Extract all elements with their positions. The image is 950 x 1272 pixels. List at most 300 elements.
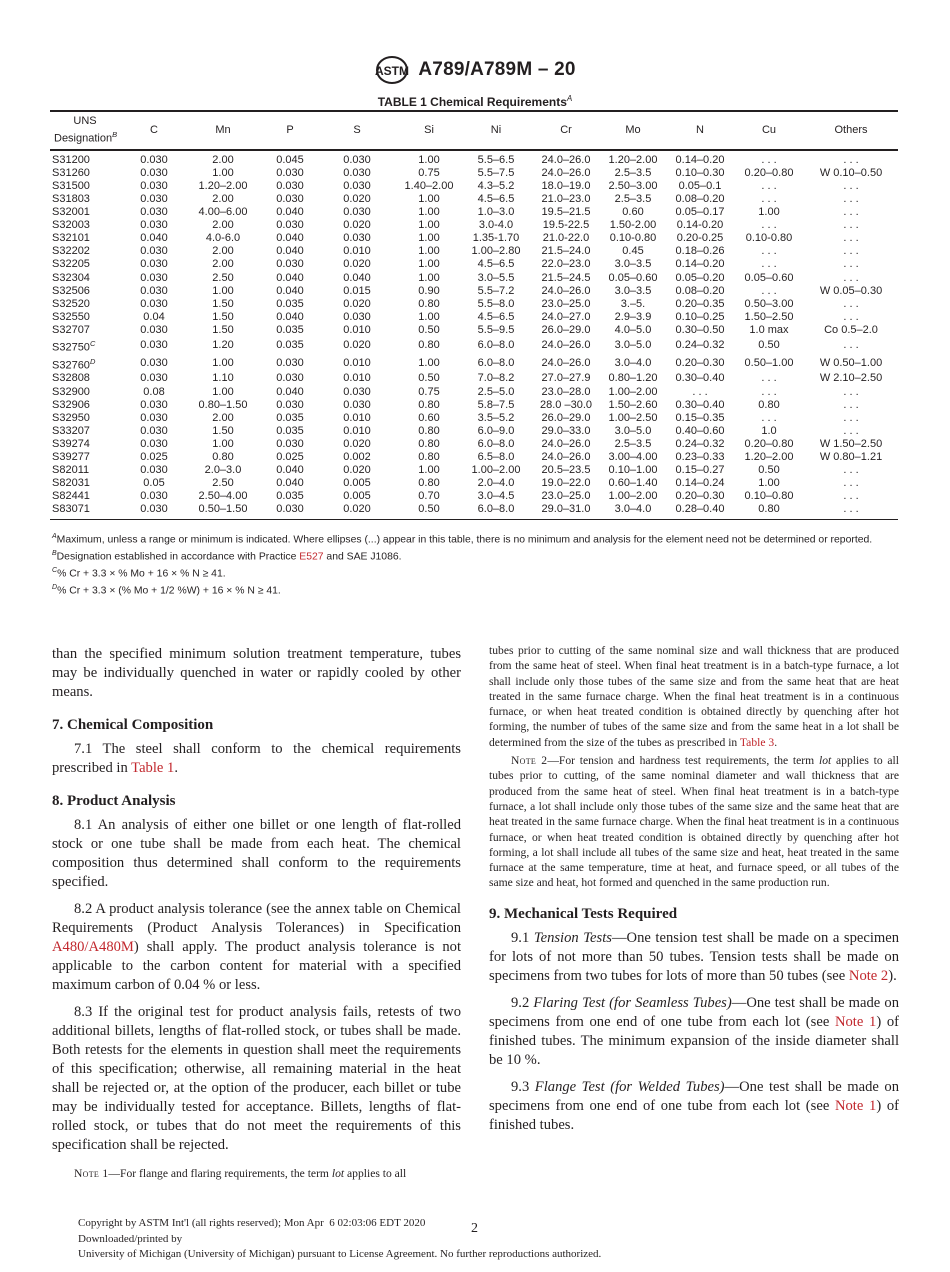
table-row	[50, 193, 898, 206]
cell-p: 0.035	[276, 339, 304, 352]
cell-n: 0.10–0.30	[675, 166, 725, 179]
cell-si: 0.75	[418, 385, 440, 398]
cell-others: . . .	[843, 206, 859, 219]
cell-c: 0.08	[143, 385, 165, 398]
cell-n: 0.23–0.33	[675, 451, 725, 464]
uns-value: S31260	[52, 166, 90, 179]
cell-ni: 6.0–8.0	[477, 339, 515, 352]
cell-ni: 3.0–4.5	[477, 490, 515, 503]
note-2	[489, 753, 899, 891]
cell-cu: 0.20–0.80	[744, 437, 794, 450]
cell-cu: 0.80	[734, 503, 804, 519]
table-row	[50, 490, 898, 503]
table-row	[50, 232, 898, 245]
cell-ni: 1.00–2.00	[471, 464, 521, 477]
cell-ni: 4.5–6.5	[477, 192, 515, 205]
uns-value: S31803	[52, 192, 90, 205]
cell-n: 0.30–0.40	[675, 398, 725, 411]
cell-cr: 24.0–26.0	[541, 357, 591, 370]
cell-others: . . .	[843, 424, 859, 437]
col-header-uns	[50, 111, 126, 150]
cell-ni: 5.5–6.5	[477, 153, 515, 166]
cell-uns	[50, 337, 126, 355]
cell-c: 0.030	[140, 411, 168, 424]
cell-ni: 7.0–8.2	[477, 372, 515, 385]
cell-c: 0.030	[126, 503, 182, 519]
cell-cr: 21.0–23.0	[541, 192, 591, 205]
cell-s: 0.010	[343, 411, 371, 424]
note-2-label: Note 2	[511, 754, 548, 768]
p91-num: 9.1	[511, 929, 534, 946]
cell-mo: 1.00–2.00	[608, 490, 658, 503]
cell-mo: 0.05–0.60	[608, 271, 658, 284]
cell-cu: 0.20–0.80	[744, 166, 794, 179]
paragraph-9-1	[489, 929, 899, 986]
cell-s: 0.010	[343, 323, 371, 336]
cell-mn: 1.00	[212, 437, 234, 450]
cell-p: 0.040	[276, 477, 304, 490]
cell-uns	[50, 232, 126, 245]
footnote-c-mark: C	[52, 566, 58, 574]
cell-si: 1.00	[418, 271, 440, 284]
cell-cr: 24.0–26.0	[541, 451, 591, 464]
cell-mn: 2.00	[212, 219, 234, 232]
paragraph-8-1: 8.1 An analysis of either one billet or one length of flat-rolled stock or one tube shall be made from each heat. The chemical composition thus determined shall conform to the requirements specified.	[52, 817, 461, 890]
cell-n: 0.24–0.32	[675, 339, 725, 352]
table-row	[50, 477, 898, 490]
uns-value: S32205	[52, 258, 90, 271]
cell-uns	[50, 386, 126, 399]
cell-mn: 1.50	[212, 297, 234, 310]
cell-si: 0.50	[398, 503, 460, 519]
cell-ni: 5.5–9.5	[477, 323, 515, 336]
table-row	[50, 150, 898, 167]
cell-s: 0.010	[343, 424, 371, 437]
cell-c: 0.040	[140, 232, 168, 245]
cell-cu: 1.0	[761, 424, 777, 437]
page-number: 2	[471, 1221, 478, 1236]
note-1-italic: lot	[331, 1167, 345, 1180]
cell-cr: 21.5–24.0	[541, 245, 591, 258]
cell-p: 0.040	[276, 245, 304, 258]
uns-value: S32707	[52, 323, 90, 336]
table-1-link[interactable]: Table 1	[131, 760, 175, 776]
cell-cu: . . .	[761, 192, 777, 205]
cell-uns	[50, 425, 126, 438]
cell-s: 0.030	[343, 179, 371, 192]
cell-s: 0.030	[343, 153, 371, 166]
cell-uns	[50, 285, 126, 298]
footnote-b-text-after: and SAE J1086.	[323, 551, 402, 563]
cell-cr: 27.0–27.9	[541, 372, 591, 385]
cell-c: 0.030	[140, 372, 168, 385]
table-title	[0, 94, 950, 109]
cell-mn: 1.00	[212, 385, 234, 398]
cell-c: 0.030	[140, 258, 168, 271]
paragraph-9-2	[489, 994, 899, 1070]
cell-ni: 5.5–7.5	[477, 166, 515, 179]
cell-p: 0.035	[276, 297, 304, 310]
col-header-s: S	[316, 111, 398, 150]
cell-others: . . .	[843, 339, 859, 352]
cell-s: 0.020	[343, 192, 371, 205]
cell-uns	[50, 355, 126, 373]
p93-end: ) of finished tubes.	[489, 1097, 899, 1133]
uns-value: S82441	[52, 490, 90, 503]
cell-mn: 1.10	[212, 372, 234, 385]
cell-n: 0.14–0.20	[675, 258, 725, 271]
col-header-p: P	[264, 111, 316, 150]
cell-cr: 26.0–29.0	[541, 411, 591, 424]
cell-c: 0.025	[140, 451, 168, 464]
cell-p: 0.045	[276, 153, 304, 166]
cell-mo: 3.0–4.0	[614, 357, 652, 370]
cell-mo: 1.50–2.60	[608, 398, 658, 411]
cell-others: W 0.50–1.00	[819, 357, 883, 370]
cell-s: 0.005	[343, 477, 371, 490]
cell-uns	[50, 258, 126, 271]
continuation-paragraph: than the specified minimum solution treatment temperature, tubes may be individually quenched in water or rapidly cooled by other means.	[52, 646, 461, 700]
cell-mn: 1.00	[212, 166, 234, 179]
footnote-b-text: Designation established in accordance with Practice	[56, 551, 300, 563]
cell-others: . . .	[843, 271, 859, 284]
cell-cu: . . .	[761, 372, 777, 385]
cell-p: 0.030	[276, 398, 304, 411]
cell-si: 0.80	[418, 398, 440, 411]
cell-c: 0.030	[140, 206, 168, 219]
cell-si: 0.80	[418, 297, 440, 310]
cell-ni: 6.0–8.0	[477, 437, 515, 450]
cell-others: . . .	[843, 297, 859, 310]
cell-cu: 0.05–0.60	[744, 271, 794, 284]
cell-n: 0.05–0.17	[675, 206, 725, 219]
uns-value: S31200	[52, 153, 90, 166]
cell-s: 0.030	[343, 166, 371, 179]
col-header-si: Si	[398, 111, 460, 150]
uns-value: S39274	[52, 437, 90, 450]
cell-others: . . .	[804, 503, 898, 519]
cell-mo: 0.45	[622, 245, 644, 258]
e527-link[interactable]: E527	[299, 551, 324, 563]
cell-mn: 2.50	[212, 477, 234, 490]
cell-uns	[50, 399, 126, 412]
uns-value: S32001	[52, 206, 90, 219]
cell-mo: 3.0–4.0	[600, 503, 666, 519]
cell-others: . . .	[843, 477, 859, 490]
cell-p: 0.030	[276, 357, 304, 370]
cell-uns	[50, 245, 126, 258]
cell-s: 0.010	[343, 245, 371, 258]
cell-mn: 1.20–2.00	[198, 179, 248, 192]
uns-value: S33207	[52, 424, 90, 437]
cell-others: Co 0.5–2.0	[824, 323, 878, 336]
footnote-mark-a: A	[566, 94, 573, 103]
cell-si: 1.00	[418, 245, 440, 258]
cell-s: 0.030	[343, 310, 371, 323]
cell-c: 0.030	[140, 245, 168, 258]
cell-ni: 6.5–8.0	[477, 451, 515, 464]
cell-mn: 2.00	[212, 192, 234, 205]
cell-ni: 5.8–7.5	[477, 398, 515, 411]
table-row	[50, 451, 898, 464]
p91-title: Tension Tests	[533, 929, 612, 946]
uns-value: S32808	[52, 372, 90, 385]
cell-uns	[50, 451, 126, 464]
cell-ni: 1.00–2.80	[471, 245, 521, 258]
cell-n: 0.05–0.1	[678, 179, 722, 192]
cell-si: 0.70	[418, 490, 440, 503]
paragraph-9-3	[489, 1078, 899, 1135]
cell-mn: 2.00	[212, 245, 234, 258]
cell-p: 0.030	[276, 372, 304, 385]
cell-si: 0.50	[418, 323, 440, 336]
cell-ni: 4.5–6.5	[477, 258, 515, 271]
cell-mn: 0.80–1.50	[198, 398, 248, 411]
cell-c: 0.030	[140, 271, 168, 284]
cell-others: . . .	[843, 179, 859, 192]
note-1-cont-end: .	[774, 735, 778, 749]
cell-c: 0.030	[140, 398, 168, 411]
cell-s: 0.020	[343, 464, 371, 477]
footnote-mark-b: B	[112, 130, 118, 139]
cell-s: 0.030	[343, 206, 371, 219]
footnote-b	[52, 547, 902, 564]
cell-cu: 0.10–0.80	[744, 490, 794, 503]
note-2-italic: lot	[818, 754, 832, 768]
cell-n: 0.20-0.25	[676, 232, 724, 245]
cell-cr: 21.0-22.0	[542, 232, 590, 245]
uns-value: S32304	[52, 271, 90, 284]
cell-mo: 3.0–5.0	[614, 339, 652, 352]
cell-uns	[50, 272, 126, 285]
cell-mo: 3.0–5.0	[614, 424, 652, 437]
table-row	[50, 425, 898, 438]
cell-mn: 1.50	[212, 310, 234, 323]
uns-value: S32520	[52, 297, 90, 310]
uns-value: S31500	[52, 179, 90, 192]
note-1-link-2[interactable]: Note 1	[834, 1097, 877, 1114]
table-row	[50, 245, 898, 258]
cell-others: W 0.10–0.50	[819, 166, 883, 179]
uns-value: S32550	[52, 310, 90, 323]
uns-value: S32202	[52, 245, 90, 258]
p93-text: —One test shall be made on specimens from one end of one tube from each lot (see	[489, 1078, 899, 1114]
note-2-text-after: applies to all tubes prior to cutting, of the same nominal diameter and wall thickness that are produced from the same heat of steel. When final heat treatment is in a batch-type furnace, a lot shall include only those tubes of the same size and the same heat that are heat treated in the same furnace charge. When the final heat treatment is in a continuous furnace, or when heat treated condition is obtained directly by quenching after hot forming, a lot shall include all tubes of the same size and heat, heat treated in the same furnace at the same temperature, time at heat, and furnace speed, or all tubes of the same size and heat, hot formed and quenched in the same production run.	[489, 754, 899, 890]
cell-cr: 19.5–21.5	[541, 206, 591, 219]
cell-s: 0.015	[343, 284, 371, 297]
cell-n: 0.14–0.24	[675, 477, 725, 490]
cell-ni: 4.3–5.2	[477, 179, 515, 192]
cell-si: 0.80	[418, 477, 440, 490]
cell-others: . . .	[843, 219, 859, 232]
cell-cr: 24.0–27.0	[541, 310, 591, 323]
cell-mo: 1.20–2.00	[608, 153, 658, 166]
table-row	[50, 372, 898, 385]
cell-n: 0.30–0.40	[675, 372, 725, 385]
cell-mn: 1.00	[212, 357, 234, 370]
col-header-mn: Mn	[182, 111, 264, 150]
cell-cu: . . .	[761, 179, 777, 192]
table-row	[50, 285, 898, 298]
cell-cr: 19.5-22.5	[542, 219, 590, 232]
p92-title: Flaring Test (for Seamless Tubes)	[533, 994, 732, 1011]
cell-cr: 26.0–29.0	[541, 323, 591, 336]
cell-c: 0.030	[140, 490, 168, 503]
cell-s: 0.020	[343, 258, 371, 271]
cell-si: 1.40–2.00	[404, 179, 454, 192]
cell-cu: 1.00	[758, 477, 780, 490]
cell-others: . . .	[843, 192, 859, 205]
cell-mn: 2.50–4.00	[198, 490, 248, 503]
cell-mo: 1.00–2.50	[608, 411, 658, 424]
table-row	[50, 355, 898, 373]
col-header-cr: Cr	[532, 111, 600, 150]
note-1-text: —For flange and flaring requirements, the term	[108, 1167, 332, 1180]
cell-others: . . .	[843, 258, 859, 271]
cell-mn: 2.0–3.0	[204, 464, 242, 477]
cell-si: 1.00	[418, 206, 440, 219]
uns-value: S32750	[52, 341, 90, 354]
p71-end: .	[174, 760, 178, 776]
cell-cu: . . .	[761, 411, 777, 424]
cell-n: 0.28–0.40	[666, 503, 734, 519]
cell-mo: 0.80–1.20	[608, 372, 658, 385]
cell-c: 0.030	[140, 179, 168, 192]
cell-mo: 3.00–4.00	[608, 451, 658, 464]
cell-mo: 3.0–3.5	[614, 258, 652, 271]
cell-ni: 1.0–3.0	[477, 206, 515, 219]
cell-si: 0.50	[418, 372, 440, 385]
table-row	[50, 324, 898, 337]
cell-c: 0.030	[140, 437, 168, 450]
cell-cu: 1.00	[758, 206, 780, 219]
cell-cu: . . .	[761, 219, 777, 232]
uns-value: S39277	[52, 451, 90, 464]
cell-uns	[50, 311, 126, 324]
cell-si: 0.80	[418, 339, 440, 352]
cell-uns	[50, 219, 126, 232]
cell-cr: 18.0–19.0	[541, 179, 591, 192]
chemical-requirements-table	[50, 110, 898, 520]
cell-si: 0.80	[418, 437, 440, 450]
uns-value: S32900	[52, 385, 90, 398]
cell-n: 0.20–0.30	[675, 357, 725, 370]
cell-cu: . . .	[761, 385, 777, 398]
table-row	[50, 399, 898, 412]
cell-others: . . .	[843, 153, 859, 166]
cell-cr: 24.0–26.0	[541, 284, 591, 297]
cell-cr: 23.0–25.0	[541, 297, 591, 310]
left-column	[52, 645, 461, 1181]
cell-n: 0.10–0.25	[675, 310, 725, 323]
col-header-uns-line2: Designation	[54, 132, 113, 145]
cell-si: 0.60	[418, 411, 440, 424]
cell-c: 0.030	[140, 166, 168, 179]
footer-downloaded: Downloaded/printed by	[78, 1232, 183, 1245]
cell-uns	[50, 438, 126, 451]
footnote-d-text: % Cr + 3.3 × (% Mo + 1/2 %W) + 16 × % N ≥ 41.	[57, 585, 281, 597]
p92-text: —One test shall be made on specimens from one end of one tube from each lot (see	[489, 994, 899, 1030]
uns-value: S82031	[52, 477, 90, 490]
cell-uns	[50, 477, 126, 490]
cell-mo: 4.0–5.0	[614, 323, 652, 336]
cell-n: 0.14–0.20	[675, 153, 725, 166]
cell-cu: . . .	[761, 153, 777, 166]
p71-text: 7.1 The steel shall conform to the chemical requirements prescribed in	[52, 741, 461, 776]
uns-value: S82011	[52, 464, 90, 477]
cell-p: 0.030	[276, 219, 304, 232]
note-1-cont-text: tubes prior to cutting of the same nominal size and wall thickness that are produced from the same heat of steel. When final heat treatment is in a batch-type furnace, a lot shall include only those tubes of the same size and from the same heat that are heat treated in the same furnace charge. When the final heat treatment is in a continuous furnace, or when heat treated condition is obtained directly by quenching after hot forming, the number of tubes of the same size and from the same heat in a lot shall be determined from the size of the tubes as prescribed in	[489, 644, 899, 749]
table-header-row	[50, 111, 898, 150]
cell-n: 0.15–0.35	[675, 411, 725, 424]
cell-n: 0.18–0.26	[675, 245, 725, 258]
footnote-d	[52, 581, 902, 598]
cell-p: 0.025	[276, 451, 304, 464]
cell-s: 0.030	[343, 232, 371, 245]
uns-value: S32906	[52, 398, 90, 411]
table-row	[50, 503, 898, 519]
cell-si: 1.00	[418, 258, 440, 271]
cell-others: W 0.05–0.30	[819, 284, 883, 297]
cell-mo: 3.–5.	[620, 297, 646, 310]
footnote-mark: C	[89, 338, 96, 348]
cell-s: 0.020	[343, 437, 371, 450]
cell-uns	[50, 298, 126, 311]
section-7-heading: 7. Chemical Composition	[52, 717, 214, 733]
table-row	[50, 167, 898, 180]
cell-si: 1.00	[418, 192, 440, 205]
cell-s: 0.020	[343, 219, 371, 232]
svg-text:ASTM: ASTM	[375, 64, 410, 78]
cell-uns	[50, 464, 126, 477]
cell-ni: 3.5–5.2	[477, 411, 515, 424]
cell-c: 0.030	[140, 297, 168, 310]
astm-logo-icon	[374, 55, 410, 85]
cell-cr: 24.0–26.0	[541, 437, 591, 450]
table-row	[50, 180, 898, 193]
cell-uns	[50, 490, 126, 503]
footnote-a-mark: A	[52, 533, 57, 540]
note-2-link[interactable]: Note 2	[848, 967, 889, 984]
cell-cu: . . .	[761, 258, 777, 271]
footnote-c-text: % Cr + 3.3 × % Mo + 16 × % N ≥ 41.	[57, 568, 226, 580]
cell-n: . . .	[692, 385, 708, 398]
cell-c: 0.030	[140, 424, 168, 437]
cell-mo: 0.10-0.80	[609, 232, 657, 245]
table-3-link[interactable]: Table 3	[739, 735, 775, 749]
cell-mn: 2.00	[212, 153, 234, 166]
cell-mn: 1.20	[212, 339, 234, 352]
cell-p: 0.040	[276, 464, 304, 477]
p82-text: 8.2 A product analysis tolerance (see the annex table on Chemical Requirements (Product Analysis Tolerances) in Specification	[52, 901, 461, 936]
note-1-label: Note 1	[74, 1167, 109, 1180]
cell-cr: 23.0–28.0	[541, 385, 591, 398]
cell-c: 0.030	[140, 464, 168, 477]
p92-num: 9.2	[511, 994, 534, 1011]
a480-link[interactable]: A480/A480M	[52, 939, 134, 955]
cell-cr: 21.5–24.5	[541, 271, 591, 284]
col-header-ni: Ni	[460, 111, 532, 150]
note-1-link[interactable]: Note 1	[834, 1013, 877, 1030]
cell-c: 0.030	[140, 357, 168, 370]
cell-p: 0.030	[276, 437, 304, 450]
cell-mo: 2.9–3.9	[614, 310, 652, 323]
col-header-uns-line1: UNS	[73, 115, 97, 127]
cell-n: 0.24–0.32	[675, 437, 725, 450]
cell-s: 0.010	[343, 357, 371, 370]
cell-ni: 5.5–7.2	[477, 284, 515, 297]
cell-si: 1.00	[418, 357, 440, 370]
